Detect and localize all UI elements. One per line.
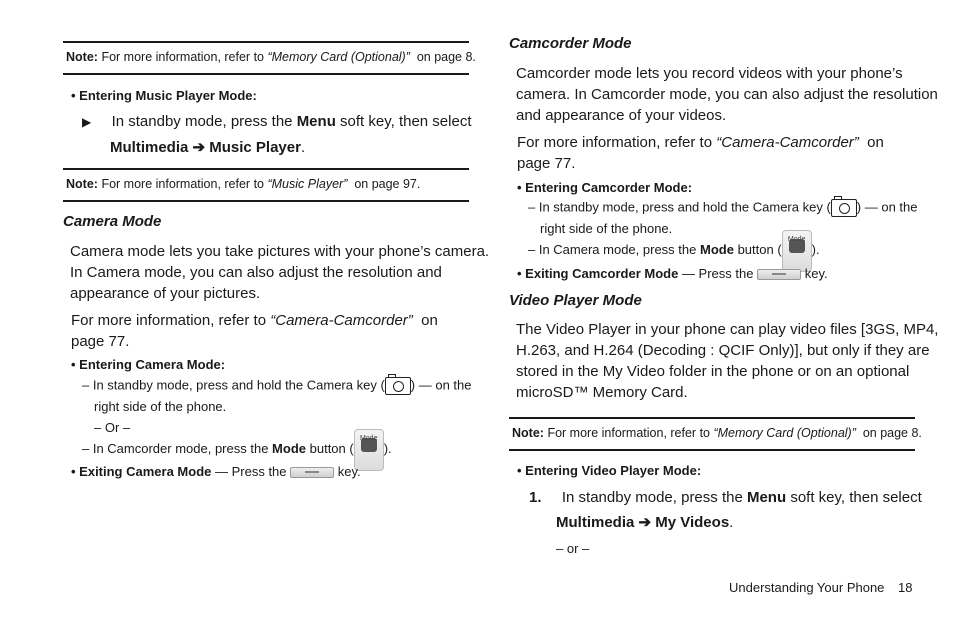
bullet-music-player: • Entering Music Player Mode:: [71, 88, 257, 103]
camera-key-icon: [385, 377, 411, 395]
bullet-entering-camcorder: • Entering Camcorder Mode:: [517, 180, 693, 195]
note3-top-rule: [509, 417, 915, 419]
camera-ref-line2: page 77.: [71, 333, 130, 350]
footer-section-title: Understanding Your Phone: [729, 580, 885, 595]
video-para-line4: microSD™ Memory Card.: [516, 384, 688, 401]
camera-para-line3: appearance of your pictures.: [70, 285, 261, 302]
note-memory-card: Note: For more information, refer to “Memory Card (Optional)” on page 8.: [66, 50, 476, 64]
exit-camera-line: • Exiting Camera Mode — Press the key.: [71, 464, 361, 479]
music-step-line2: Multimedia ➔ Music Player.: [110, 139, 306, 156]
video-para-line2: H.263, and H.264 (Decoding : QCIF Only)], but only if they are: [516, 342, 930, 359]
bullet-entering-video: • Entering Video Player Mode:: [517, 463, 702, 478]
or-separator-right: – or –: [556, 541, 590, 556]
step-number: 1.: [529, 489, 542, 506]
camera-item1-line1: – In standby mode, press and hold the Camera key ( ) — on the: [82, 377, 471, 395]
or-separator: – Or –: [94, 420, 131, 435]
soft-key-icon: [290, 467, 334, 478]
camera-para-line1: Camera mode lets you take pictures with your phone’s camera.: [70, 243, 490, 260]
video-para-line3: stored in the My Video folder in the phone or on an optional: [516, 363, 910, 380]
footer-page-number: 18: [898, 580, 913, 595]
camera-mode-button-icon: Mode: [782, 230, 812, 272]
camera-key-icon: [831, 199, 857, 217]
note3-bottom-rule: [509, 449, 915, 451]
video-step-line2: Multimedia ➔ My Videos.: [556, 514, 734, 531]
camcorder-para-line1: Camcorder mode lets you record videos with your phone’s: [516, 65, 903, 82]
music-step-line1: ▶ In standby mode, press the Menu soft key, then select: [82, 113, 472, 130]
exit-camcorder-line: • Exiting Camcorder Mode — Press the key.: [517, 266, 828, 281]
soft-key-icon: [757, 269, 801, 280]
step-arrow-icon: ▶: [82, 115, 92, 129]
camcorder-ref-line1: For more information, refer to “Camera-Camcorder” on: [517, 134, 884, 151]
camcorder-para-line3: and appearance of your videos.: [516, 107, 727, 124]
note-music-player: Note: For more information, refer to “Music Player” on page 97.: [66, 177, 421, 191]
note2-top-rule: [63, 168, 469, 170]
video-para-line1: The Video Player in your phone can play video files [3GS, MP4,: [516, 321, 939, 338]
camcorder-ref-line2: page 77.: [517, 155, 576, 172]
camcorder-para-line2: camera. In Camcorder mode, you can also adjust the resolution: [516, 86, 938, 103]
heading-camera-mode: Camera Mode: [63, 213, 162, 230]
note2-bottom-rule: [63, 200, 469, 202]
note-memory-card-right: Note: For more information, refer to “Memory Card (Optional)” on page 8.: [512, 426, 922, 440]
camera-item1-line2: right side of the phone.: [94, 399, 227, 414]
note1-top-rule: [63, 41, 469, 43]
bullet-entering-camera: • Entering Camera Mode:: [71, 357, 226, 372]
camcorder-item2: – In Camera mode, press the Mode button ( Mode ).: [528, 222, 820, 266]
heading-camcorder-mode: Camcorder Mode: [509, 35, 632, 52]
note1-bottom-rule: [63, 73, 469, 75]
video-step-line1: 1. In standby mode, press the Menu soft key, then select: [529, 489, 922, 506]
camera-ref-line1: For more information, refer to “Camera-Camcorder” on: [71, 312, 438, 329]
camera-item2: – In Camcorder mode, press the Mode button ( Mode ).: [82, 421, 392, 465]
heading-video-player-mode: Video Player Mode: [509, 292, 642, 309]
camera-para-line2: In Camera mode, you can also adjust the resolution and: [70, 264, 442, 281]
camcorder-mode-button-icon: Mode: [354, 429, 384, 471]
camcorder-item1-line2: right side of the phone.: [540, 221, 673, 236]
camcorder-item1-line1: – In standby mode, press and hold the Camera key ( ) — on the: [528, 199, 917, 217]
